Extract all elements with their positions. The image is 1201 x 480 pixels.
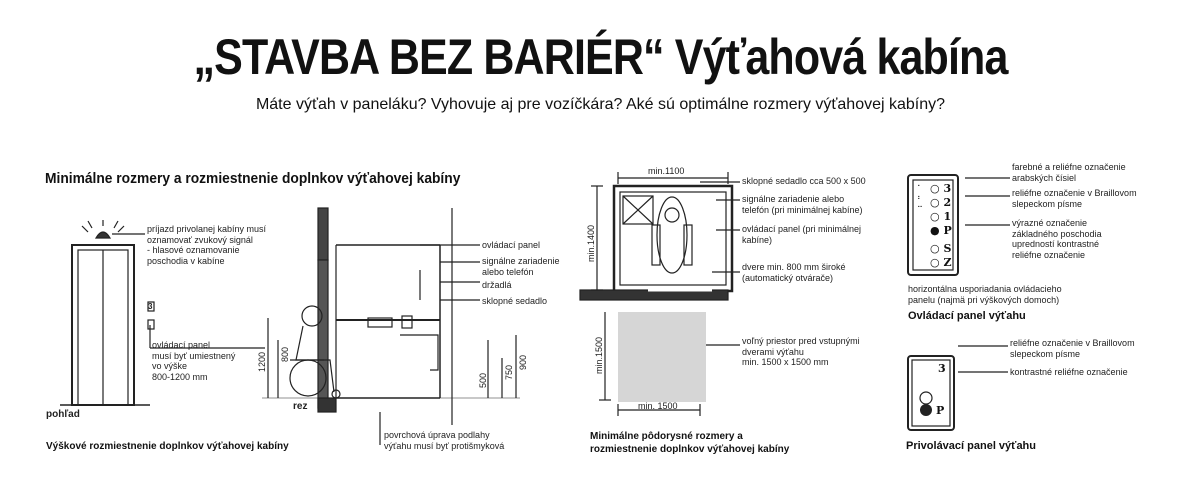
plan-callout-signal: signálne zariadenie alebo telefón (pri minimálnej kabíne) <box>742 194 863 215</box>
call-panel-caption: Privolávací panel výťahu <box>906 440 1036 452</box>
panel-button-s: ○ S <box>930 242 952 255</box>
call-button-p: P <box>936 404 945 417</box>
plan-callout-door: dvere min. 800 mm široké (automatický otvárače) <box>742 262 846 283</box>
view-label: pohľad <box>46 409 80 420</box>
call-floor-number: 3 <box>938 362 946 375</box>
page-title: „STAVBA BEZ BARIÉR“ Výťahová kabína <box>193 29 1008 85</box>
panel-note-floor: výrazné označenie základného poschodia upredností kontrastné reliéfne označenie <box>1012 218 1102 260</box>
free-space-area <box>618 312 706 402</box>
plan-callout-seat: sklopné sedadlo cca 500 x 500 <box>742 176 866 186</box>
call-panel-drawing <box>908 346 1008 430</box>
call-note-contrast: kontrastné reliéfne označenie <box>1010 367 1128 377</box>
call-note-braille: reliéfne označenie v Braillovom slepeckom písme <box>1010 338 1135 359</box>
dim-1200: 1200 <box>257 351 267 372</box>
callout-signal-device: signálne zariadenie alebo telefón <box>482 256 560 277</box>
plan-depth: min.1400 <box>586 224 596 262</box>
dim-800: 800 <box>280 346 290 362</box>
panel-floor-number: 3 <box>148 302 153 311</box>
space-depth: min.1500 <box>594 336 604 374</box>
control-panel-caption: Ovládací panel výťahu <box>908 310 1026 322</box>
callout-control-panel: ovládací panel <box>482 240 541 250</box>
page-subtitle: Máte výťah v paneláku? Vyhovuje aj pre vozíčkára? Aké sú optimálne rozmery výťahovej kabíny? <box>255 96 946 113</box>
panel-note-horizontal: horizontálna usporiadania ovládacieho panelu (najmä pri výškových domoch) <box>908 284 1062 305</box>
dim-500: 500 <box>478 372 488 388</box>
dim-750: 750 <box>504 364 514 380</box>
arrival-signal-note: príjazd privolanej kabíny musí oznamovať zvukový signál - hlasové oznamovanie poschodia v kabíne <box>147 224 267 266</box>
plan-callout-space: voľný priestor pred vstupnými dverami výťahu min. 1500 x 1500 mm <box>742 336 860 367</box>
plan-width-bottom: min. 1500 <box>638 401 678 411</box>
plan-caption: Minimálne pôdorysné rozmery a rozmiestnenie doplnkov výťahovej kabíny <box>590 431 790 455</box>
panel-button-3: ○ 3 <box>930 182 952 195</box>
section-label: rez <box>293 401 308 412</box>
signal-light-icon <box>96 232 110 238</box>
section-title: Minimálne rozmery a rozmiestnenie doplnkov výťahovej kabíny <box>45 170 461 187</box>
plan-width-top: min.1100 <box>648 166 685 176</box>
dim-900: 900 <box>518 354 528 370</box>
callout-handrail: držadlá <box>482 280 512 290</box>
call-button-icon <box>920 392 932 404</box>
control-panel-drawing <box>908 175 1010 275</box>
plan-callout-panel: ovládací panel (pri minimálnej kabíne) <box>742 224 862 245</box>
panel-note-braille: reliéfne označenie v Braillovom slepeckom písme <box>1012 188 1137 209</box>
panel-button-z: ○ Z <box>930 256 952 269</box>
panel-button-1: ○ 1 <box>930 210 952 223</box>
callout-folding-seat: sklopné sedadlo <box>482 296 548 306</box>
floor-surface-note: povrchová úprava podlahy výťahu musí byť protišmyková <box>384 430 505 451</box>
elevation-caption: Výškové rozmiestnenie doplnkov výťahovej kabíny <box>46 441 289 452</box>
panel-height-note: ovládací panel musí byť umiestnený vo výške 800-1200 mm <box>152 340 236 382</box>
panel-button-p: ● P <box>930 224 952 237</box>
panel-note-color: farebné a reliéfne označenie arabských čísiel <box>1012 162 1126 183</box>
braille-dots-icon: ⠁ ⠃ ⠉ <box>917 184 923 214</box>
panel-button-2: ○ 2 <box>930 196 952 209</box>
